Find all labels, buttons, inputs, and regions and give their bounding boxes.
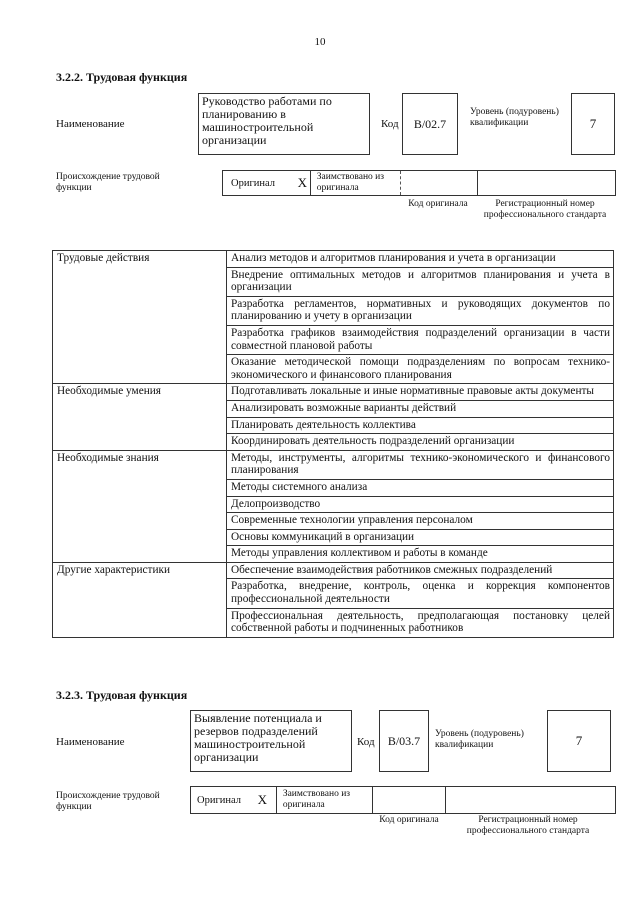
category-cell: Трудовые действия [53,251,227,384]
item-cell: Разработка регламентов, нормативных и руководящих документов по планированию и учету в организации [227,296,614,325]
item-cell: Методы управления коллективом и работы в команде [227,546,614,563]
name-label: Наименование [56,118,125,130]
level-label: Уровень (подуровень) квалификации [470,107,559,128]
code-original-cell [401,171,479,195]
original-label: Оригинал [231,177,275,189]
table-row [53,562,614,579]
table-row [53,450,614,479]
level-value-box: 7 [547,710,611,772]
item-cell: Внедрение оптимальных методов и алгоритмов планирования и учета в организации [227,267,614,296]
function-code-box: B/02.7 [402,93,458,155]
reg-number-label: Регистрационный номер профессионального стандарта [466,815,590,836]
reg-number-label: Регистрационный номер профессионального стандарта [483,199,607,220]
original-label: Оригинал [197,794,241,806]
function-name-box: Руководство работами по планированию в машиностроительной организации [198,93,370,155]
code-original-cell [373,787,447,813]
reg-number-cell [478,171,616,195]
code-original-label: Код оригинала [408,199,468,209]
reg-number-cell [446,787,616,813]
original-mark: X [295,171,311,195]
section-title: 3.2.2. Трудовая функция [56,70,188,84]
name-label: Наименование [56,736,125,748]
item-cell: Современные технологии управления персоналом [227,513,614,530]
borrowed-label: Заимствовано из оригинала [311,171,401,195]
labor-function-table [52,250,614,638]
origin-row [190,786,616,814]
code-label: Код [357,736,375,748]
function-code-box: B/03.7 [379,710,429,772]
section-title: 3.2.3. Трудовая функция [56,688,188,702]
category-cell: Необходимые умения [53,384,227,450]
table-row [53,251,614,268]
code-original-label: Код оригинала [379,815,439,825]
function-name-box: Выявление потенциала и резервов подразделений машиностроительной организации [190,710,352,772]
page-number: 10 [314,36,326,48]
item-cell: Обеспечение взаимодействия работников смежных подразделений [227,562,614,579]
original-mark: X [249,787,277,813]
item-cell: Координировать деятельность подразделений организации [227,434,614,451]
table-row [53,384,614,401]
item-cell: Основы коммуникаций в организации [227,529,614,546]
origin-label: Происхождение трудовой функции [56,791,160,812]
item-cell: Анализ методов и алгоритмов планирования и учета в организации [227,251,614,268]
level-label: Уровень (подуровень) квалификации [435,729,524,750]
category-cell: Необходимые знания [53,450,227,562]
origin-row [222,170,616,196]
item-cell: Подготавливать локальные и иные нормативные правовые акты документы [227,384,614,401]
item-cell: Профессиональная деятельность, предполагающая постановку целей собственной работы и подчиненных работников [227,608,614,637]
level-value-box: 7 [571,93,615,155]
item-cell: Методы системного анализа [227,479,614,496]
item-cell: Анализировать возможные варианты действий [227,400,614,417]
item-cell: Планировать деятельность коллектива [227,417,614,434]
item-cell: Разработка графиков взаимодействия подразделений организации в части совместной плановой работы [227,325,614,354]
item-cell: Разработка, внедрение, контроль, оценка и коррекция компонентов профессиональной деятельности [227,579,614,608]
item-cell: Делопроизводство [227,496,614,513]
code-label: Код [381,118,399,130]
category-cell: Другие характеристики [53,562,227,637]
origin-label: Происхождение трудовой функции [56,172,160,193]
item-cell: Методы, инструменты, алгоритмы технико-экономического и финансового планирования [227,450,614,479]
borrowed-label: Заимствовано из оригинала [277,787,373,813]
item-cell: Оказание методической помощи подразделениям по вопросам технико-экономического и финансового планирования [227,355,614,384]
